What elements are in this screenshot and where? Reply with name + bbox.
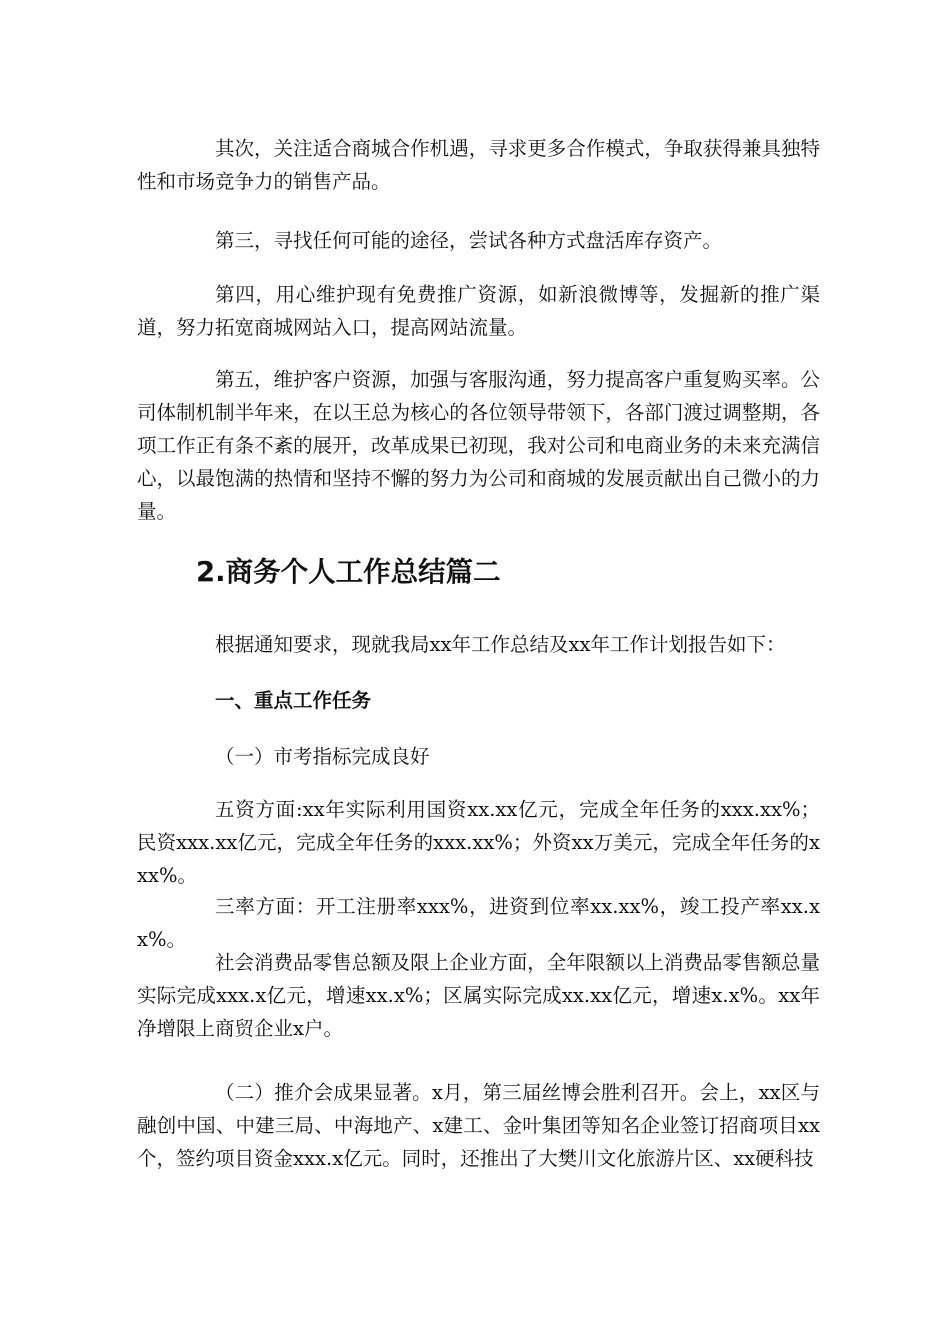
paragraph-item-two: （二）推介会成果显著。x月，第三届丝博会胜利召开。会上，xx区与融创中国、中建三局、中海地产、x建工、金叶集团等知名企业签订招商项目xx个，签约项目资金xxx.x亿元。同时，还推出了大樊川文化旅游片区、xx硬科技 (137, 1081, 820, 1170)
section-heading: 2.商务个人工作总结篇二 (196, 556, 501, 588)
subsection-heading: 一、重点工作任务 (215, 689, 372, 712)
item-one-heading: （一）市考指标完成良好 (215, 745, 430, 768)
paragraph-sanlv: 三率方面：开工注册率xxx%，进资到位率xx.xx%，竣工投产率xx.xx%。 (137, 895, 820, 951)
paragraph-retail: 社会消费品零售总额及限上企业方面，全年限额以上消费品零售额总量实际完成xxx.x亿元，增速xx.x%；区属实际完成xx.xx亿元，增速x.x%。xx年净增限上商贸企业x户。 (137, 951, 820, 1040)
paragraph-fourth: 第四，用心维护现有免费推广资源，如新浪微博等，发掘新的推广渠道，努力拓宽商城网站入口，提高网站流量。 (137, 283, 820, 339)
paragraph-second: 其次，关注适合商城合作机遇，寻求更多合作模式，争取获得兼具独特性和市场竞争力的销售产品。 (137, 137, 820, 193)
paragraph-fifth: 第五，维护客户资源，加强与客服沟通，努力提高客户重复购买率。公司体制机制半年来，在以王总为核心的各位领导带领下，各部门渡过调整期，各项工作正有条不紊的展开，改革成果已初现，我对公司和电商业务的未来充满信心，以最饱满的热情和坚持不懈的努力为公司和商城的发展贡献出自己微小的力量。 (137, 368, 820, 523)
intro-paragraph: 根据通知要求，现就我局xx年工作总结及xx年工作计划报告如下： (215, 633, 786, 656)
paragraph-third: 第三，寻找任何可能的途径，尝试各种方式盘活库存资产。 (215, 229, 723, 252)
paragraph-wuzi: 五资方面:xx年实际利用国资xx.xx亿元，完成全年任务的xxx.xx%；民资xxx.xx亿元，完成全年任务的xxx.xx%；外资xx万美元，完成全年任务的xxx%。 (137, 798, 820, 887)
